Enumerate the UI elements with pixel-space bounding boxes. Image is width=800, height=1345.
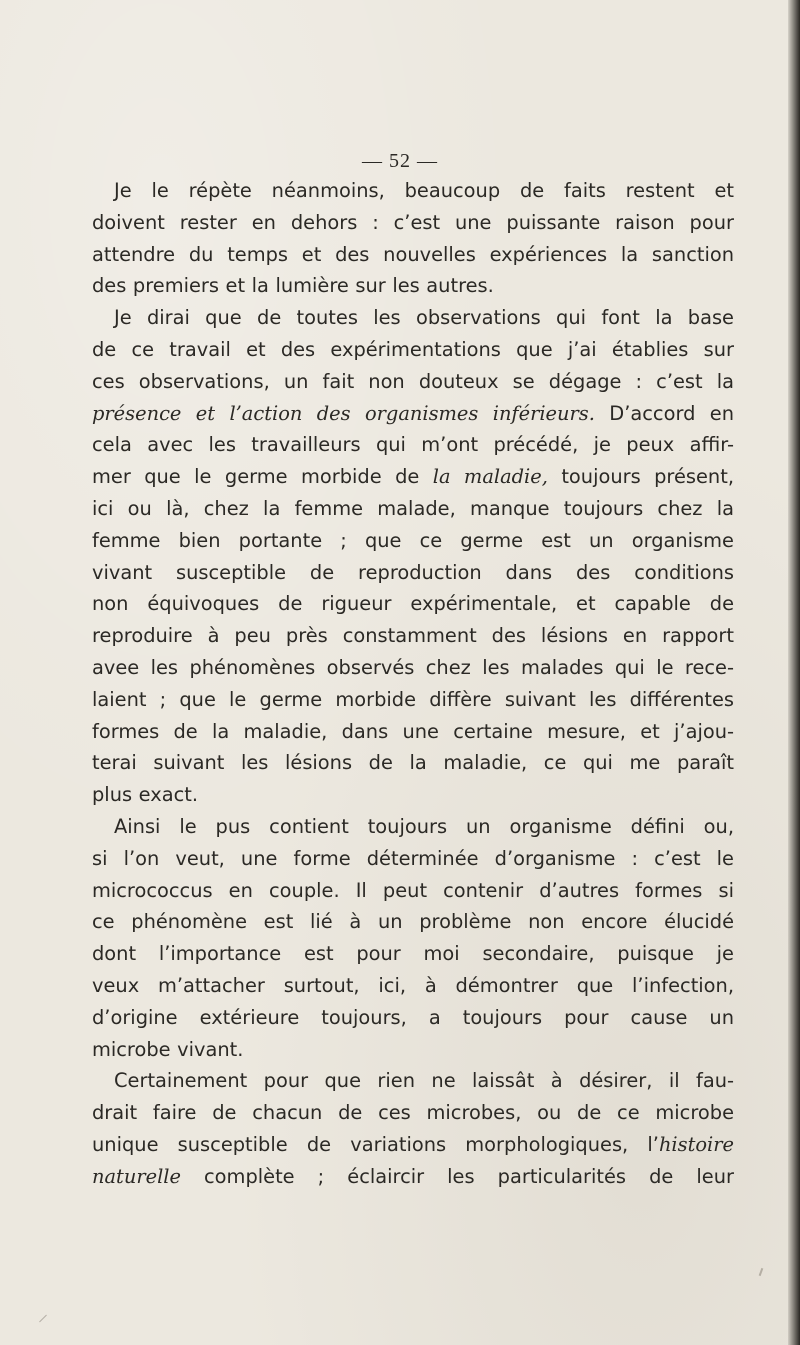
italic-phrase: la maladie,	[432, 465, 548, 489]
paragraph-1	[92, 175, 734, 302]
text-line: Je le répète néanmoins, beaucoup de faits restent et	[114, 179, 734, 202]
text-line: avee les phénomènes observés chez les malades qui le rece-	[92, 655, 734, 679]
text-line	[92, 1161, 734, 1193]
text-line: micrococcus en couple. Il peut contenir d’autres formes si	[92, 878, 734, 902]
text-line: ici ou là, chez la femme malade, manque toujours chez la	[92, 496, 734, 520]
text-line: ces observations, un fait non douteux se dégage : c’est la	[92, 369, 734, 393]
paragraph-3	[92, 811, 734, 1065]
text-line: doivent rester en dehors : c’est une puissante raison pour	[92, 210, 734, 234]
text-line: reproduire à peu près constamment des lésions en rapport	[92, 624, 734, 648]
italic-phrase: histoire	[658, 1132, 734, 1156]
text-line	[92, 461, 734, 493]
text-line: Je dirai que de toutes les observations qui font la base	[114, 306, 734, 330]
text-fragment: complète ; éclaircir les particularités de leur	[180, 1164, 734, 1188]
text-line	[92, 1129, 734, 1161]
text-line: terai suivant les lésions de la maladie, ce qui me paraît	[92, 751, 734, 775]
text-line: attendre du temps et des nouvelles expériences la sanction	[92, 242, 734, 266]
text-line: plus exact.	[92, 783, 199, 807]
text-line: microbe vivant.	[92, 1037, 244, 1061]
text-fragment: mer que le germe morbide de	[92, 465, 433, 489]
paragraph-4	[92, 1065, 734, 1192]
text-line: laient ; que le germe morbide diffère suivant les différentes	[92, 687, 734, 711]
text-line: dont l’importance est pour moi secondaire, puisque je	[92, 942, 734, 966]
text-fragment: unique susceptible de variations morphologiques, l’	[92, 1132, 659, 1156]
italic-phrase: présence et l’action des organismes inférieurs.	[92, 401, 595, 425]
text-line: si l’on veut, une forme déterminée d’organisme : c’est le	[92, 846, 734, 870]
text-line: veux m’attacher surtout, ici, à démontrer que l’infection,	[92, 973, 734, 997]
text-line: cela avec les travailleurs qui m’ont précédé, je peux affir-	[92, 433, 734, 457]
page-edge-shadow	[788, 0, 800, 1345]
text-line: de ce travail et des expérimentations que j’ai établies sur	[92, 337, 734, 361]
text-line: drait faire de chacun de ces microbes, ou de ce microbe	[92, 1101, 734, 1125]
text-line	[92, 398, 734, 430]
paper-mark	[39, 1315, 47, 1323]
paragraph-2	[92, 302, 734, 811]
text-line: non équivoques de rigueur expérimentale, et capable de	[92, 592, 734, 616]
text-fragment: toujours présent,	[547, 465, 734, 489]
text-line: ce phénomène est lié à un problème non encore élucidé	[92, 910, 734, 934]
body-text	[92, 175, 734, 1193]
text-line: vivant susceptible de reproduction dans des conditions	[92, 560, 734, 584]
paper-speck	[759, 1268, 764, 1276]
text-line: des premiers et la lumière sur les autres.	[92, 274, 494, 298]
text-line: formes de la maladie, dans une certaine mesure, et j’ajou-	[92, 719, 734, 743]
page-number: — 52 —	[362, 150, 438, 172]
text-line: Certainement pour que rien ne laissât à désirer, il fau-	[114, 1069, 734, 1093]
text-line: Ainsi le pus contient toujours un organisme défini ou,	[114, 814, 734, 838]
text-line: femme bien portante ; que ce germe est un organisme	[92, 528, 734, 552]
text-fragment: D’accord en	[594, 401, 734, 425]
text-line: d’origine extérieure toujours, a toujours pour cause un	[92, 1005, 734, 1029]
italic-phrase: naturelle	[92, 1164, 181, 1188]
